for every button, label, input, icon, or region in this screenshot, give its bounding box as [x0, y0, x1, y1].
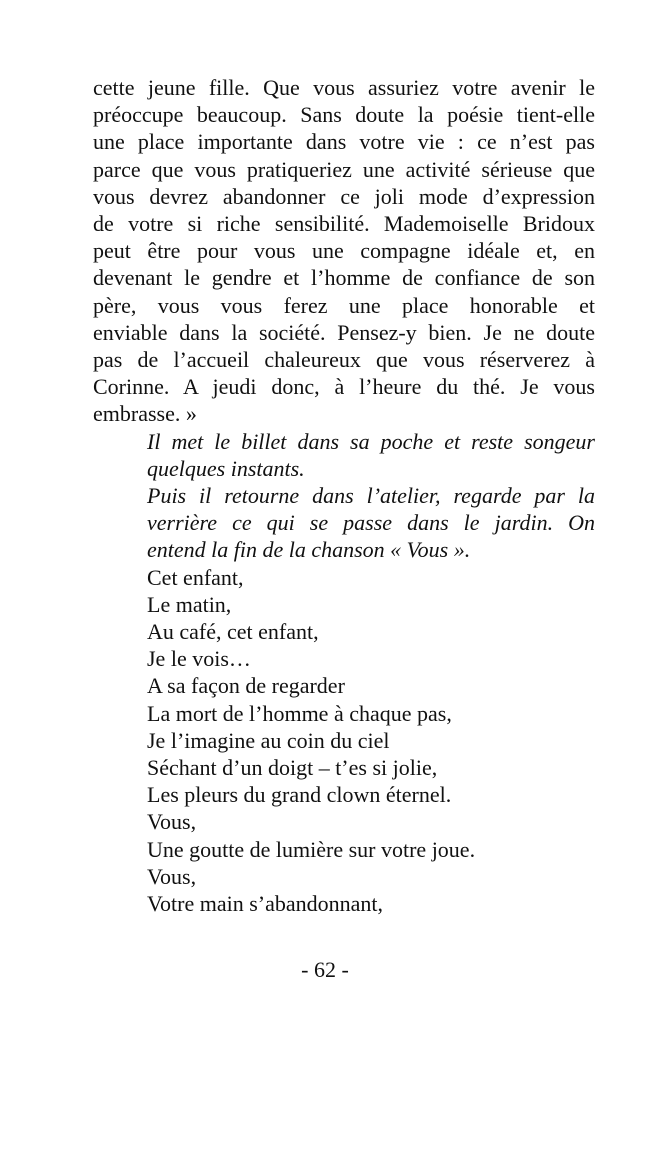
text-line: cette jeune fille. Que vous assuriez votre avenir le — [93, 75, 595, 100]
letter-text — [93, 74, 595, 428]
song-line: Les pleurs du grand clown éternel. — [147, 782, 452, 808]
text-line: vous devrez abandonner ce joli mode d’expression — [93, 183, 595, 209]
song-line: Je l’imagine au coin du ciel — [147, 727, 390, 753]
text-line: une place importante dans votre vie : ce n’est pas — [93, 129, 595, 155]
stage-direction — [147, 428, 595, 564]
stage-direction-line: entend la fin de la chanson « Vous ». — [147, 537, 471, 563]
text-line: préoccupe beaucoup. Sans doute la poésie tient-elle — [93, 102, 595, 128]
song-line: Au café, cet enfant, — [147, 619, 319, 645]
text-line: Corinne. A jeudi donc, à l’heure du thé. Je vous — [93, 374, 595, 400]
song-line: A sa façon de regarder — [147, 673, 345, 699]
text-line: de votre si riche sensibilité. Mademoiselle Bridoux — [93, 211, 595, 237]
song-line: Je le vois… — [147, 646, 251, 672]
song-lyrics — [147, 564, 595, 918]
page-number: - 62 - — [301, 957, 349, 982]
stage-direction-line: Puis il retourne dans l’atelier, regarde par la — [147, 483, 595, 509]
text-line: pas de l’accueil chaleureux que vous réserverez à — [93, 347, 595, 373]
song-line: Séchant d’un doigt – t’es si jolie, — [147, 755, 438, 781]
stage-direction-line: verrière ce qui se passe dans le jardin. On — [147, 510, 595, 536]
text-line: enviable dans la société. Pensez-y bien. Je ne doute — [93, 319, 595, 345]
song-line: Vous, — [147, 809, 197, 835]
text-line: peut être pour vous une compagne idéale et, en — [93, 238, 595, 264]
song-line: Votre main s’abandonnant, — [147, 891, 384, 917]
stage-direction-line: Il met le billet dans sa poche et reste songeur — [147, 428, 595, 454]
page-body — [93, 74, 595, 917]
text-line: embrasse. » — [93, 401, 197, 427]
text-line: parce que vous pratiqueriez une activité sérieuse que — [93, 156, 595, 182]
text-line: devenant le gendre et l’homme de confiance de son — [93, 265, 595, 291]
stage-direction-line: quelques instants. — [147, 455, 305, 481]
text-line: père, vous vous ferez une place honorable et — [93, 292, 595, 318]
song-line: Cet enfant, — [147, 564, 244, 590]
song-line: La mort de l’homme à chaque pas, — [147, 700, 452, 726]
song-line: Vous, — [147, 863, 197, 889]
song-line: Le matin, — [147, 591, 232, 617]
song-line: Une goutte de lumière sur votre joue. — [147, 836, 476, 862]
